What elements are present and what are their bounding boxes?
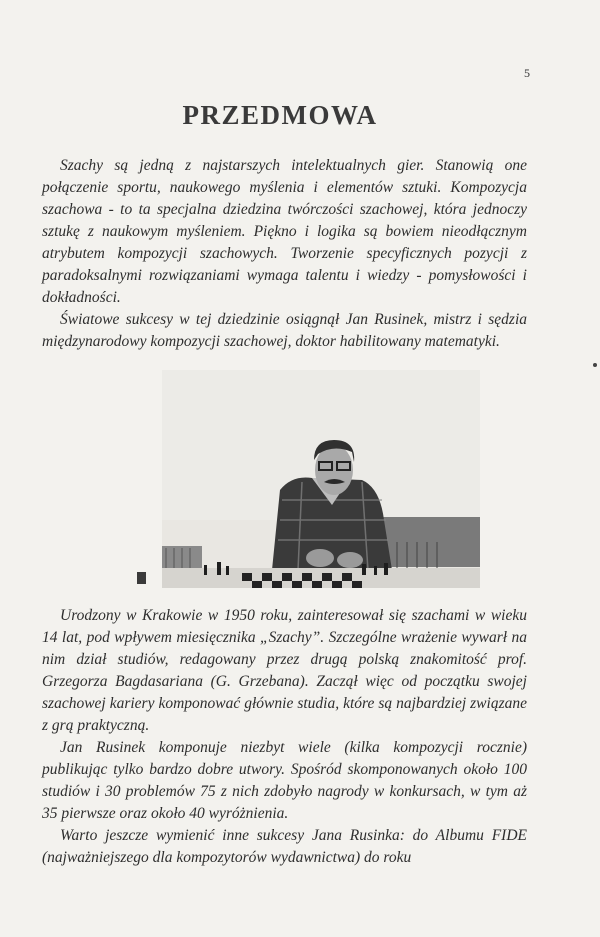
scan-dot [593, 363, 597, 367]
scan-mark [137, 572, 146, 584]
photo-illustration [162, 370, 480, 588]
paragraph: Jan Rusinek komponuje niezbyt wiele (kilka kompozycji rocznie) publikując tylko bardzo dobre utwory. Spośród skomponowanych około 100 studiów i 30 problemów 75 z nich zdobyło nagrody w konkursach, w tym aż 35 pierwsze oraz około 40 wyróżnienia. [42, 739, 527, 822]
paragraph: Światowe sukcesy w tej dziedzinie osiągnął Jan Rusinek, mistrz i sędzia międzynarodowy kompozycji szachowej, doktor habilitowany matematyki. [42, 311, 527, 350]
paragraph: Szachy są jedną z najstarszych intelektualnych gier. Stanowią one połączenie sportu, naukowego myślenia i elementów sztuki. Kompozycja szachowa - to ta specjalna dziedzina twórczości szachowej, która jednoczy sztukę z naukowym myśleniem. Piękno i logika są bowiem nieodłącznym atrybutem kompozycji szachowych. Tworzenie specyficznych pozycji z paradoksalnymi rozwiązaniami wymaga talentu i wiedzy - pomysłowości i dokładności. [42, 157, 527, 306]
text-block-biography [42, 605, 527, 869]
paragraph: Warto jeszcze wymienić inne sukcesy Jana Rusinka: do Albumu FIDE (najważniejszego dla kompozytorów wydawnictwa) do roku [42, 827, 527, 866]
text-block-intro [42, 155, 527, 353]
page-number: 5 [524, 66, 530, 80]
page-title: PRZEDMOWA [182, 100, 378, 130]
photo-chess-player [162, 370, 480, 588]
paragraph: Urodzony w Krakowie w 1950 roku, zainteresował się szachami w wieku 14 lat, pod wpływem miesięcznika „Szachy”. Szczególne wrażenie wywarł na nim dział studiów, redagowany przez drugą polską znakomitość prof. Grzegorza Bagdasariana (G. Grzebana). Zaczął więc od początku swojej szachowej kariery komponować głównie studia, które są najbardziej związane z grą praktyczną. [42, 607, 527, 734]
